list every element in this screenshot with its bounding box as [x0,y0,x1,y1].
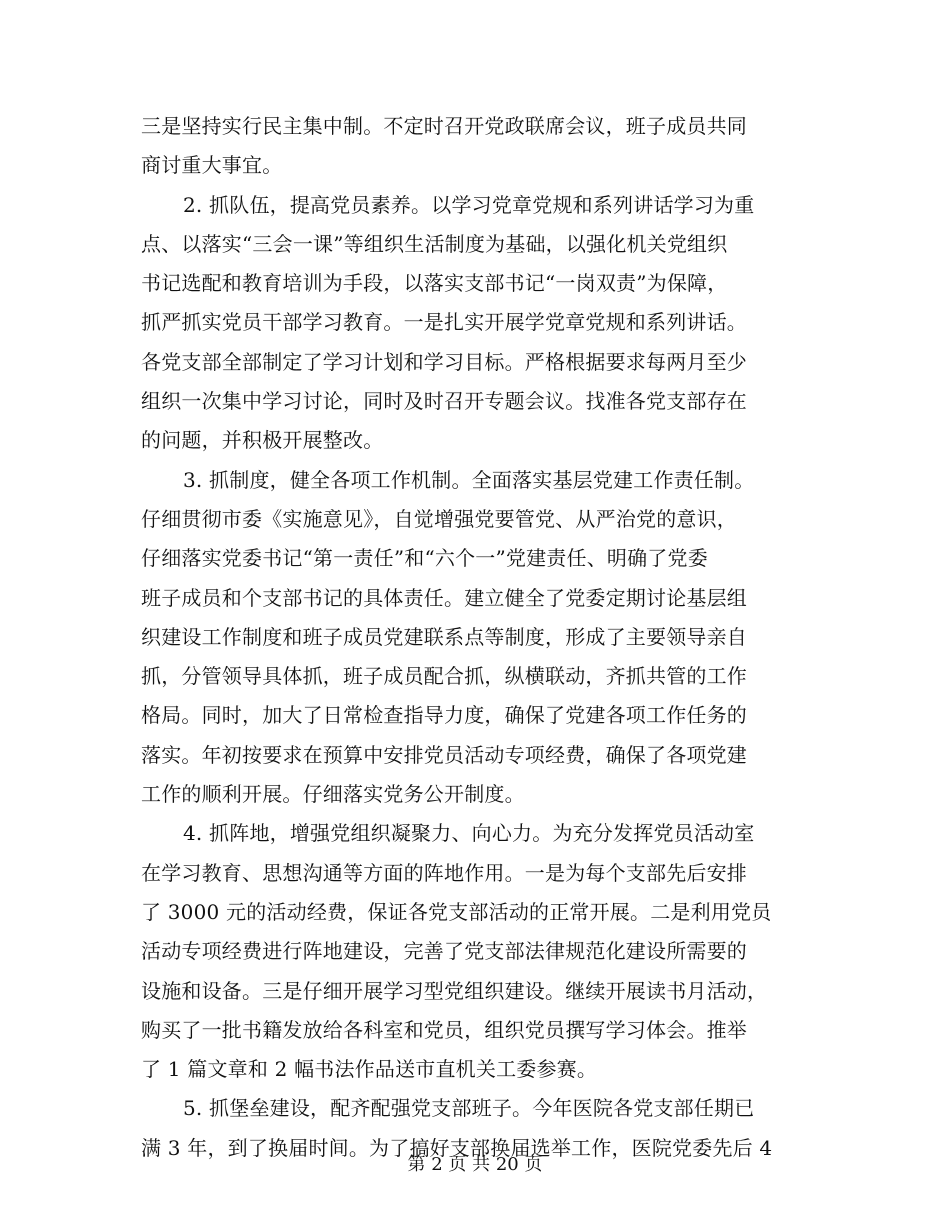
text-line: 抓，分管领导具体抓，班子成员配合抓，纵横联动，齐抓共管的工作 [141,664,747,689]
text-line: 在学习教育、思想沟通等方面的阵地作用。一是为每个支部先后安排 [141,860,747,885]
text-line: 织建设工作制度和班子成员党建联系点等制度，形成了主要领导亲自 [141,624,747,649]
paragraph-first-line: 3. 抓制度，健全各项工作机制。全面落实基层党建工作责任制。 [183,467,755,492]
text-line: 仔细落实党委书记“第一责任”和“六个一”党建责任、明确了党委 [141,546,708,571]
text-line: 活动专项经费进行阵地建设，完善了党支部法律规范化建设所需要的 [141,939,747,964]
paragraph-first-line: 2. 抓队伍，提高党员素养。以学习党章党规和系列讲话学习为重 [183,192,755,217]
text-line: 抓严抓实党员干部学习教育。一是扎实开展学党章党规和系列讲话。 [141,310,747,335]
text-line: 工作的顺利开展。仔细落实党务公开制度。 [141,782,525,807]
text-line: 三是坚持实行民主集中制。不定时召开党政联席会议，班子成员共同 [141,114,747,138]
text-line: 仔细贯彻市委《实施意见》，自觉增强党要管党、从严治党的意识， [141,506,737,531]
text-line: 设施和设备。三是仔细开展学习型党组织建设。继续开展读书月活动， [141,978,768,1003]
text-line: 格局。同时，加大了日常检查指导力度，确保了党建各项工作任务的 [141,703,747,728]
text-line: 各党支部全部制定了学习计划和学习目标。严格根据要求每两月至少 [141,349,747,374]
text-line: 组织一次集中学习讨论，同时及时召开专题会议。找准各党支部存在 [141,389,747,414]
paragraph-first-line: 4. 抓阵地，增强党组织凝聚力、向心力。为充分发挥党员活动室 [183,821,755,846]
text-line: 了 3000 元的活动经费，保证各党支部活动的正常开展。二是利用党员 [141,899,772,924]
text-line: 点、以落实“三会一课”等组织生活制度为基础，以强化机关党组织 [141,231,728,256]
text-line: 的问题，并积极开展整改。 [141,428,384,453]
text-line: 班子成员和个支部书记的具体责任。建立健全了党委定期讨论基层组 [141,585,747,610]
text-line: 了 1 篇文章和 2 幅书法作品送市直机关工委参赛。 [141,1057,598,1082]
text-line: 满 3 年，到了换届时间。为了搞好支部换届选举工作，医院党委先后 4 [141,1135,773,1160]
text-line: 书记选配和教育培训为手段，以落实支部书记“一岗双责”为保障， [141,271,728,296]
document-body [141,107,806,1168]
text-line: 商讨重大事宜。 [141,153,283,178]
text-line: 落实。年初按要求在预算中安排党员活动专项经费，确保了各项党建 [141,742,747,767]
page-footer: 第 2 页 共 20 页 [407,1154,543,1175]
text-line: 购买了一批书籍发放给各科室和党员，组织党员撰写学习体会。推举 [141,1017,747,1042]
paragraph-first-line: 5. 抓堡垒建设，配齐配强党支部班子。今年医院各党支部任期已 [183,1096,755,1121]
